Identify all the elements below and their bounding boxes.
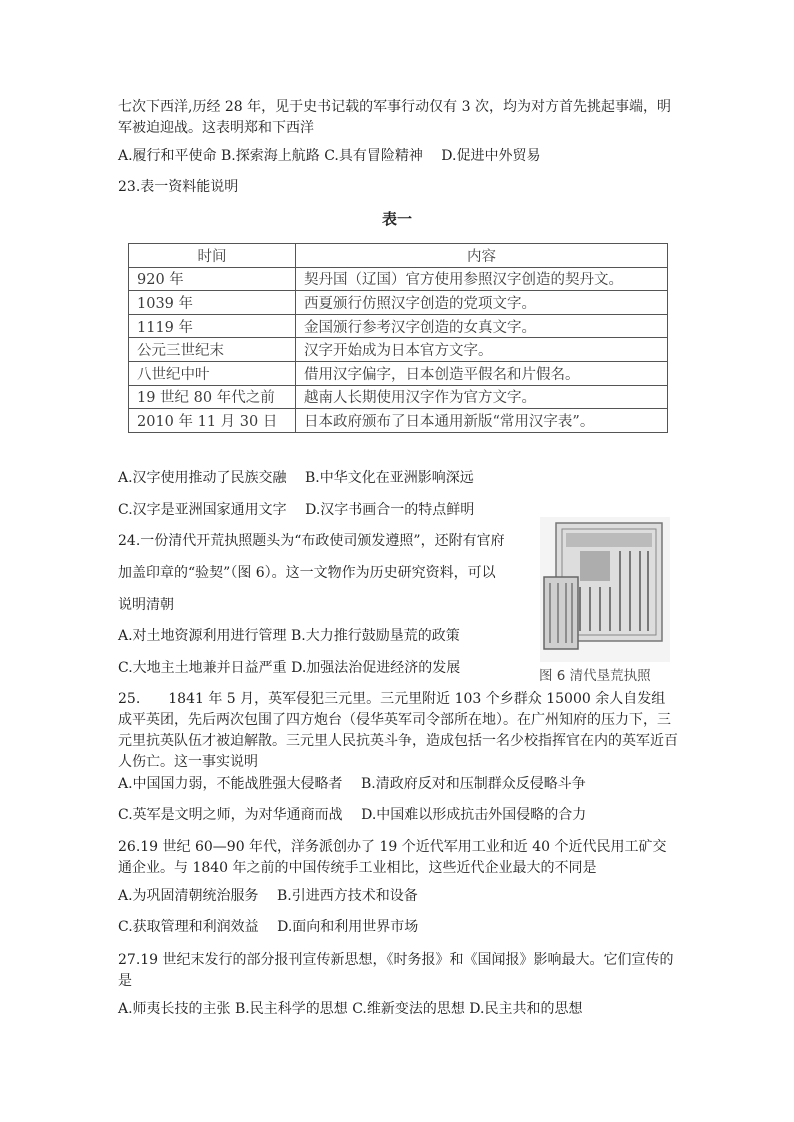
table-row bbox=[129, 314, 668, 338]
table-row bbox=[129, 267, 668, 291]
cell-content: 契丹国（辽国）官方使用参照汉字创造的契丹文。 bbox=[296, 267, 668, 291]
cell-time: 2010 年 11 月 30 日 bbox=[129, 409, 296, 433]
cell-time: 19 世纪 80 年代之前 bbox=[129, 385, 296, 409]
table-row bbox=[129, 409, 668, 433]
cell-time: 八世纪中叶 bbox=[129, 361, 296, 385]
cell-time: 1039 年 bbox=[129, 291, 296, 315]
cell-content: 汉字开始成为日本官方文字。 bbox=[296, 338, 668, 362]
q25-stem: 25. 1841 年 5 月，英军侵犯三元里。三元里附近 103 个乡群众 15000 余人自发组成平英团，先后两次包围了四方炮台（侵华英军司令部所在地）。在广州知府的压力下，三元里抗英队伍才被迫解散。三元里人民抗英斗争，造成包括一名少校指挥官在内的英军近百人伤亡。这一事实说明 bbox=[118, 691, 678, 770]
q23-options-ab: A.汉字使用推动了民族交融 B.中华文化在亚洲影响深远 bbox=[118, 470, 474, 486]
q25-options-cd: C.英军是文明之师，为对华通商而战 D.中国难以形成抗击外国侵略的合力 bbox=[118, 807, 587, 823]
cell-content: 借用汉字偏字，日本创造平假名和片假名。 bbox=[296, 361, 668, 385]
cell-content: 金国颁行参考汉字创造的女真文字。 bbox=[296, 314, 668, 338]
q25-options-ab: A.中国国力弱，不能战胜强大侵略者 B.清政府反对和压制群众反侵略斗争 bbox=[118, 776, 586, 792]
q22-options: A.履行和平使命 B.探索海上航路 C.具有冒险精神 D.促进中外贸易 bbox=[118, 148, 541, 164]
cell-content: 越南人长期使用汉字作为官方文字。 bbox=[296, 385, 668, 409]
header-time: 时间 bbox=[129, 244, 296, 268]
q24-stem-line2: 加盖印章的“验契”（图 6）。这一文物作为历史研究资料，可以 bbox=[118, 565, 496, 581]
land-license-figure bbox=[540, 517, 670, 662]
q22-stem: 七次下西洋,历经 28 年，见于史书记载的军事行动仅有 3 次，均为对方首先挑起事端，明军被迫迎战。这表明郑和下西洋 bbox=[118, 99, 671, 136]
table-row bbox=[129, 338, 668, 362]
cell-content: 西夏颁行仿照汉字创造的党项文字。 bbox=[296, 291, 668, 315]
q24-options-cd: C.大地主土地兼并日益严重 D.加强法治促进经济的发展 bbox=[118, 660, 461, 676]
header-content: 内容 bbox=[296, 244, 668, 268]
q26-options-ab: A.为巩固清朝统治服务 B.引进西方技术和设备 bbox=[118, 888, 418, 904]
cell-time: 公元三世纪末 bbox=[129, 338, 296, 362]
table-row bbox=[129, 385, 668, 409]
q23-stem: 23.表一资料能说明 bbox=[118, 179, 239, 195]
table-header-row bbox=[129, 244, 668, 268]
table-row bbox=[129, 291, 668, 315]
cell-time: 1119 年 bbox=[129, 314, 296, 338]
q23-options-cd: C.汉字是亚洲国家通用文字 D.汉字书画合一的特点鲜明 bbox=[118, 502, 475, 518]
table-row bbox=[129, 361, 668, 385]
q24-options-ab: A.对土地资源利用进行管理 B.大力推行鼓励垦荒的政策 bbox=[118, 628, 460, 644]
q27-options: A.师夷长技的主张 B.民主科学的思想 C.维新变法的思想 D.民主共和的思想 bbox=[118, 1001, 583, 1017]
q24-stem-line1: 24.一份清代开荒执照题头为“布政使司颁发遵照”，还附有官府 bbox=[118, 533, 505, 549]
q24-stem-line3: 说明清朝 bbox=[118, 597, 174, 613]
cell-time: 920 年 bbox=[129, 267, 296, 291]
history-table bbox=[128, 243, 668, 433]
table-title: 表一 bbox=[381, 210, 412, 228]
figure-caption: 图 6 清代垦荒执照 bbox=[539, 668, 651, 684]
q26-options-cd: C.获取管理和利润效益 D.面向和利用世界市场 bbox=[118, 919, 419, 935]
land-license-image bbox=[540, 517, 670, 662]
q27-stem: 27.19 世纪末发行的部分报刊宣传新思想，《时务报》和《国闻报》影响最大。它们宣传的是 bbox=[118, 952, 674, 989]
cell-content: 日本政府颁布了日本通用新版“常用汉字表”。 bbox=[296, 409, 668, 433]
q26-stem: 26.19 世纪 60—90 年代，洋务派创办了 19 个近代军用工业和近 40 个近代民用工矿交通企业。与 1840 年之前的中国传统手工业相比，这些近代企业最大的不同是 bbox=[118, 839, 667, 876]
